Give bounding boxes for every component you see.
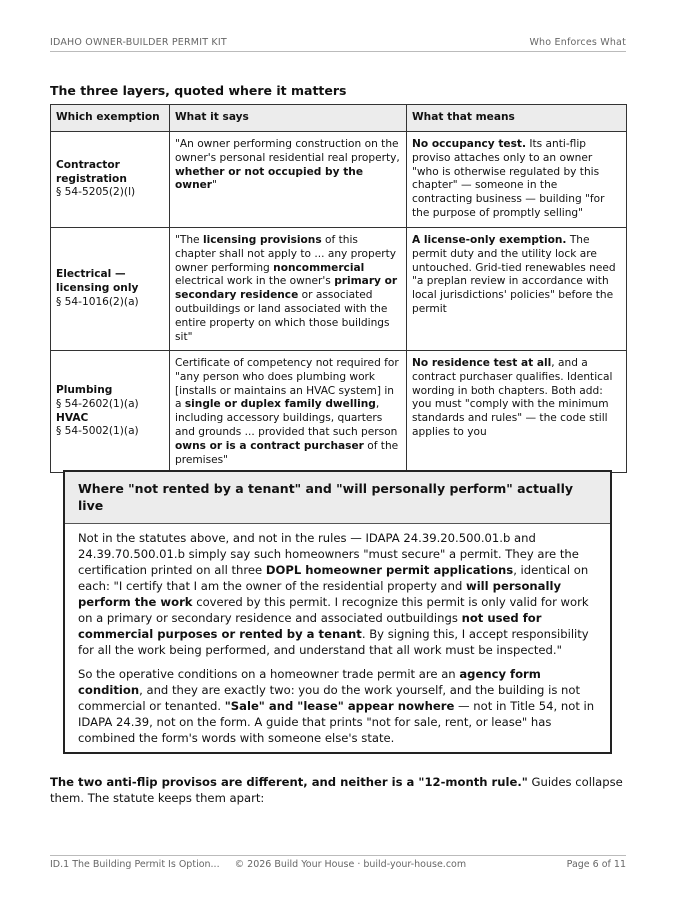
text-run: ": [212, 179, 217, 192]
emphasis-text: noncommercial: [273, 261, 365, 274]
emphasis-text: owns or is a contract purchaser: [175, 439, 364, 452]
header-rule: [50, 51, 626, 52]
text-run: covered by this permit. I recognize this permit is only valid for work on a primary or secondary residence and associated outbuildings: [78, 595, 589, 625]
callout-title: Where "not rented by a tenant" and "will personally perform" actually live: [65, 472, 610, 524]
text-run: So the operative conditions on a homeowner trade permit are an: [78, 667, 460, 681]
emphasis-text: licensing provisions: [202, 234, 322, 246]
text-run: Not in the statutes above, and not in the rules — IDAPA 24.39.20.500.01.b and 24.39.70.500.01.b simply say such homeowners "must secure" a permit. They are the certification printed on all three: [78, 531, 579, 577]
footer-left: [50, 859, 466, 870]
emphasis-text: No residence test at all: [412, 357, 552, 369]
statute-quote-cell: [170, 351, 407, 473]
text-run: The permit duty and the utility lock are untouched. Grid-tied renewables need "a preplan review in accordance with local jurisdictions' policies" before the permit: [412, 234, 616, 315]
text-run: or associated outbuildings or land associated with the entire property on which those buildings sit": [175, 289, 390, 343]
text-run: Guides collapse them. The statute keeps them apart:: [50, 775, 623, 805]
emphasis-text: single or duplex family dwelling: [184, 398, 376, 411]
text-run: of this chapter shall not apply to ... any property owner performing: [175, 234, 397, 274]
callout-paragraph: [78, 530, 596, 658]
header-kit-title: IDAHO OWNER-BUILDER PERMIT KIT: [50, 37, 227, 48]
exemption-name: HVAC: [56, 411, 89, 424]
exemption-name: Plumbing: [56, 384, 113, 397]
table-header-row: [51, 105, 627, 132]
emphasis-text: The two anti-flip provisos are different, and neither is a "12-month rule.": [50, 775, 528, 789]
statute-citation: § 54-5002(1)(a): [56, 425, 139, 438]
exemption-cell: [51, 228, 170, 351]
emphasis-text: will personally perform the work: [78, 579, 561, 609]
column-header-exemption: Which exemption: [51, 105, 170, 132]
statute-quote-cell: [170, 228, 407, 351]
emphasis-text: "Sale" and "lease" appear nowhere: [224, 699, 455, 713]
section-title: The three layers, quoted where it matters: [50, 83, 347, 98]
emphasis-text: No occupancy test.: [412, 138, 527, 150]
meaning-cell: [407, 132, 627, 228]
statute-quote-cell: [170, 132, 407, 228]
emphasis-text: not used for commercial purposes or rented by a tenant: [78, 611, 542, 641]
text-run: electrical work in the owner's: [175, 275, 335, 288]
text-run: — not in Title 54, not in IDAPA 24.39, not on the form. A guide that prints "not for sale, rent, or lease" has combined the form's words with someone else's state.: [78, 699, 595, 745]
running-footer: [50, 859, 626, 870]
emphasis-text: whether or not occupied by the owner: [175, 165, 363, 192]
text-run: "An owner performing construction on the owner's personal residential real property,: [175, 138, 400, 164]
statute-citation: § 54-2602(1)(a): [56, 397, 139, 410]
exemption-cell: [51, 132, 170, 228]
footer-rule: [50, 855, 626, 856]
text-run: , and a contract purchaser qualifies. Identical wording in both chapters. Both add: you must "comply with the minimum standards and rules" — the code still applies to you: [412, 357, 613, 438]
column-header-says: What it says: [170, 105, 407, 132]
body-paragraph: [50, 774, 628, 806]
emphasis-text: A license-only exemption.: [412, 234, 567, 246]
meaning-cell: [407, 228, 627, 351]
exemption-name: Contractor registration: [56, 158, 127, 185]
running-header: [50, 37, 626, 48]
header-section-title: Who Enforces What: [529, 37, 626, 48]
statute-citation: § 54-5205(2)(l): [56, 186, 136, 199]
footer-copyright: © 2026 Build Your House · build-your-house.com: [234, 859, 467, 870]
footer-doc-id: ID.1 The Building Permit Is Option...: [50, 859, 220, 870]
callout-box: [63, 470, 612, 754]
text-run: "The: [175, 234, 203, 246]
emphasis-text: primary or secondary residence: [175, 275, 398, 302]
exemption-layers-table: [50, 104, 627, 473]
text-run: Certificate of competency not required for "any person who does plumbing work [installs or maintains an HVAC system] in a: [175, 357, 399, 411]
table-row: [51, 228, 627, 351]
emphasis-text: DOPL homeowner permit applications: [265, 563, 514, 577]
table-row: [51, 351, 627, 473]
callout-body: [65, 524, 610, 752]
exemption-cell: [51, 351, 170, 473]
text-run: Its anti-flip proviso attaches only to an owner "who is otherwise regulated by this chapter" — someone in the contracting business — building "for the purpose of promptly selling": [412, 138, 605, 219]
meaning-cell: [407, 351, 627, 473]
statute-citation: § 54-1016(2)(a): [56, 295, 139, 308]
text-run: of the premises": [175, 439, 399, 466]
text-run: , including accessory buildings, quarters and grounds ... provided that such person: [175, 398, 398, 438]
text-run: . By signing this, I accept responsibility for all the work being performed, and understand that all work must be inspected.": [78, 627, 589, 657]
emphasis-text: agency form condition: [78, 667, 541, 697]
callout-paragraph: [78, 666, 596, 746]
text-run: , identical on each: "I certify that I am the owner of the residential property and: [78, 563, 589, 593]
text-run: , and they are exactly two: you do the work yourself, and the building is not commercial or tenanted.: [78, 683, 581, 713]
exemption-name: Electrical — licensing only: [56, 268, 139, 295]
table-row: [51, 132, 627, 228]
column-header-means: What that means: [407, 105, 627, 132]
footer-page-number: Page 6 of 11: [566, 859, 626, 870]
